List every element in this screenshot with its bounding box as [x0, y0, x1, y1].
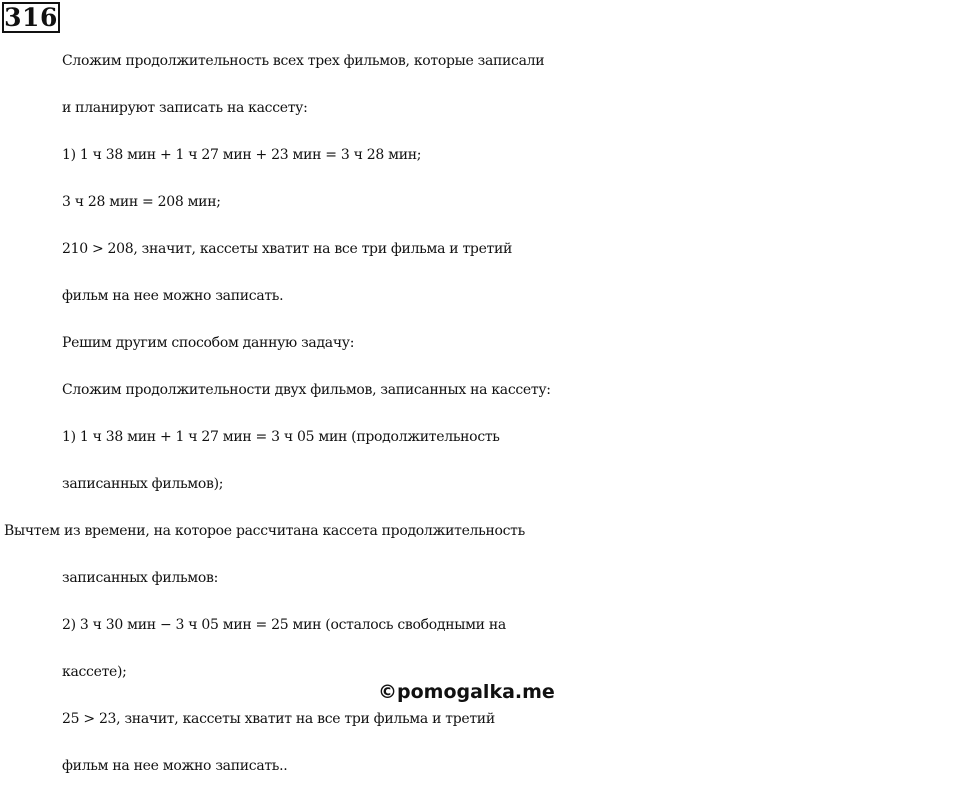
- text-line: 3 ч 28 мин = 208 мин;: [62, 194, 221, 210]
- text-line: 2) 3 ч 30 мин − 3 ч 05 мин = 25 мин (осталось свободными на: [62, 617, 506, 633]
- task-number-box: 316: [2, 2, 60, 33]
- text-line: записанных фильмов);: [62, 476, 224, 492]
- text-line: записанных фильмов:: [62, 570, 219, 586]
- text-line: кассете);: [62, 664, 127, 680]
- watermark: ©pomogalka.me: [378, 681, 555, 703]
- text-line: 1) 1 ч 38 мин + 1 ч 27 мин = 3 ч 05 мин (продолжительность: [62, 429, 500, 445]
- text-line: Решим другим способом данную задачу:: [62, 335, 355, 351]
- text-line: и планируют записать на кассету:: [62, 100, 308, 116]
- text-line: фильм на нее можно записать..: [62, 758, 288, 774]
- text-line: фильм на нее можно записать.: [62, 288, 284, 304]
- text-line: 25 > 23, значит, кассеты хватит на все три фильма и третий: [62, 711, 495, 727]
- text-line: Вычтем из времени, на которое рассчитана кассета продолжительность: [4, 523, 525, 539]
- text-line: 210 > 208, значит, кассеты хватит на все три фильма и третий: [62, 241, 513, 257]
- text-line: Сложим продолжительности двух фильмов, записанных на кассету:: [62, 382, 551, 398]
- text-line: Сложим продолжительность всех трех фильмов, которые записали: [62, 53, 545, 69]
- text-line: 1) 1 ч 38 мин + 1 ч 27 мин + 23 мин = 3 ч 28 мин;: [62, 147, 422, 163]
